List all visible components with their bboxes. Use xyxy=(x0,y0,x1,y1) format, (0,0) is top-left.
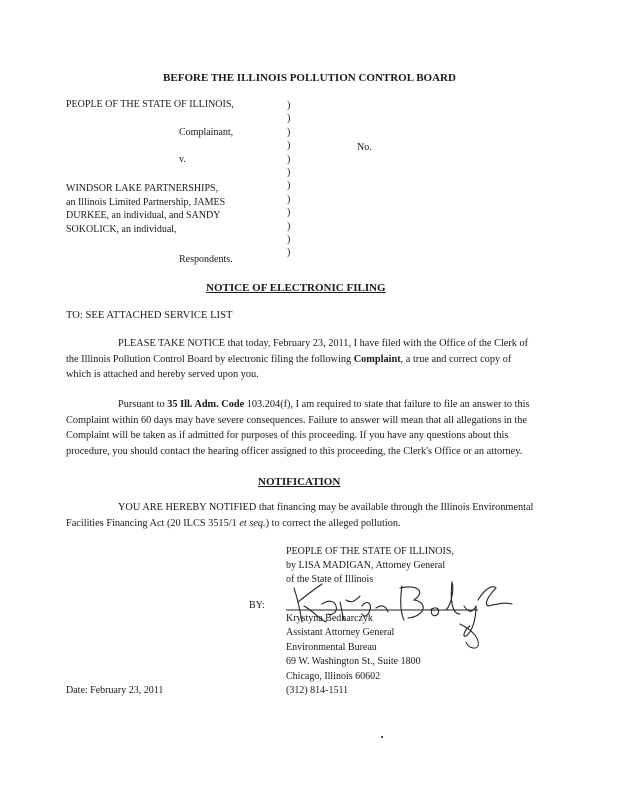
plaintiff-name: PEOPLE OF THE STATE OF ILLINOIS, xyxy=(66,99,234,110)
respondent-line: WINDSOR LAKE PARTNERSHIPS, xyxy=(66,183,219,194)
phone-number: (312) 814-1511 xyxy=(286,685,349,697)
attorney-general-line: by LISA MADIGAN, Attorney General xyxy=(286,559,446,571)
address-line-1: 69 W. Washington St., Suite 1800 xyxy=(286,656,421,668)
party-name: PEOPLE OF THE STATE OF ILLINOIS, xyxy=(286,546,454,557)
bureau-name: Environmental Bureau xyxy=(286,641,377,653)
date-line: Date: February 23, 2011 xyxy=(66,685,164,696)
notification-text-end: ) to correct the alleged pollution. xyxy=(265,517,401,529)
complaint-term: Complaint xyxy=(353,353,401,365)
para1-text: PLEASE TAKE NOTICE that today, February 23, 2011, I have filed with the Office of the Clerk of the Illinois Pollution Control Board by electronic filing the following xyxy=(66,338,529,365)
notification-heading: NOTIFICATION xyxy=(258,476,341,488)
board-title: BEFORE THE ILLINOIS POLLUTION CONTROL BOARD xyxy=(163,72,456,84)
respondents-block xyxy=(66,182,225,236)
attorney-contact-block xyxy=(286,612,421,698)
to-line: TO: SEE ATTACHED SERVICE LIST xyxy=(66,310,233,321)
notification-text: YOU ARE HEREBY NOTIFIED that financing may be available through the Illinois Environmental Facilities Financing Act (20 ILCS 3515/1 xyxy=(66,502,534,529)
state-line: of the State of Illinois xyxy=(286,573,374,585)
et-seq: et seq. xyxy=(239,517,266,529)
caption-parentheses: ) ) ) ) ) ) ) ) ) ) ) ) xyxy=(287,100,291,259)
respondent-line: SOKOLICK, an individual, xyxy=(66,223,177,235)
respondents-label: Respondents. xyxy=(179,254,233,265)
respondent-line: an Illinois Limited Partnership, JAMES xyxy=(66,196,226,208)
notification-paragraph xyxy=(66,500,536,531)
attorney-name: Krystyna Bednarczyk xyxy=(286,613,373,624)
speck-mark xyxy=(381,736,383,738)
address-line-2: Chicago, Illinois 60602 xyxy=(286,670,381,682)
versus-label: v. xyxy=(179,154,186,165)
notice-paragraph-1 xyxy=(66,336,536,383)
complainant-label: Complainant, xyxy=(179,127,234,138)
case-number-label: No. xyxy=(357,142,372,153)
para2-text: Pursuant to xyxy=(118,399,168,410)
attorney-title: Assistant Attorney General xyxy=(286,627,395,639)
code-citation: 35 Ill. Adm. Code xyxy=(167,399,245,410)
signature-flourish xyxy=(460,624,478,648)
para1-text-end: , a true and correct copy of which is attached and hereby served upon you. xyxy=(66,353,512,380)
by-label: BY: xyxy=(249,600,265,611)
notice-heading: NOTICE OF ELECTRONIC FILING xyxy=(206,282,386,294)
para2-text-end: 103.204(f), I am required to state that failure to file an answer to this Complaint within 60 days may have severe consequences. Failure to answer will mean that all allegations in the Complaint will be taken as if admitted for purposes of this proceeding. If you have any questions about this procedure, you should contact the hearing officer assigned to this proceeding, the Clerk's Office or an attorney. xyxy=(66,399,530,457)
respondent-line: DURKEE, an individual, and SANDY xyxy=(66,210,221,222)
notice-paragraph-2 xyxy=(66,397,536,459)
